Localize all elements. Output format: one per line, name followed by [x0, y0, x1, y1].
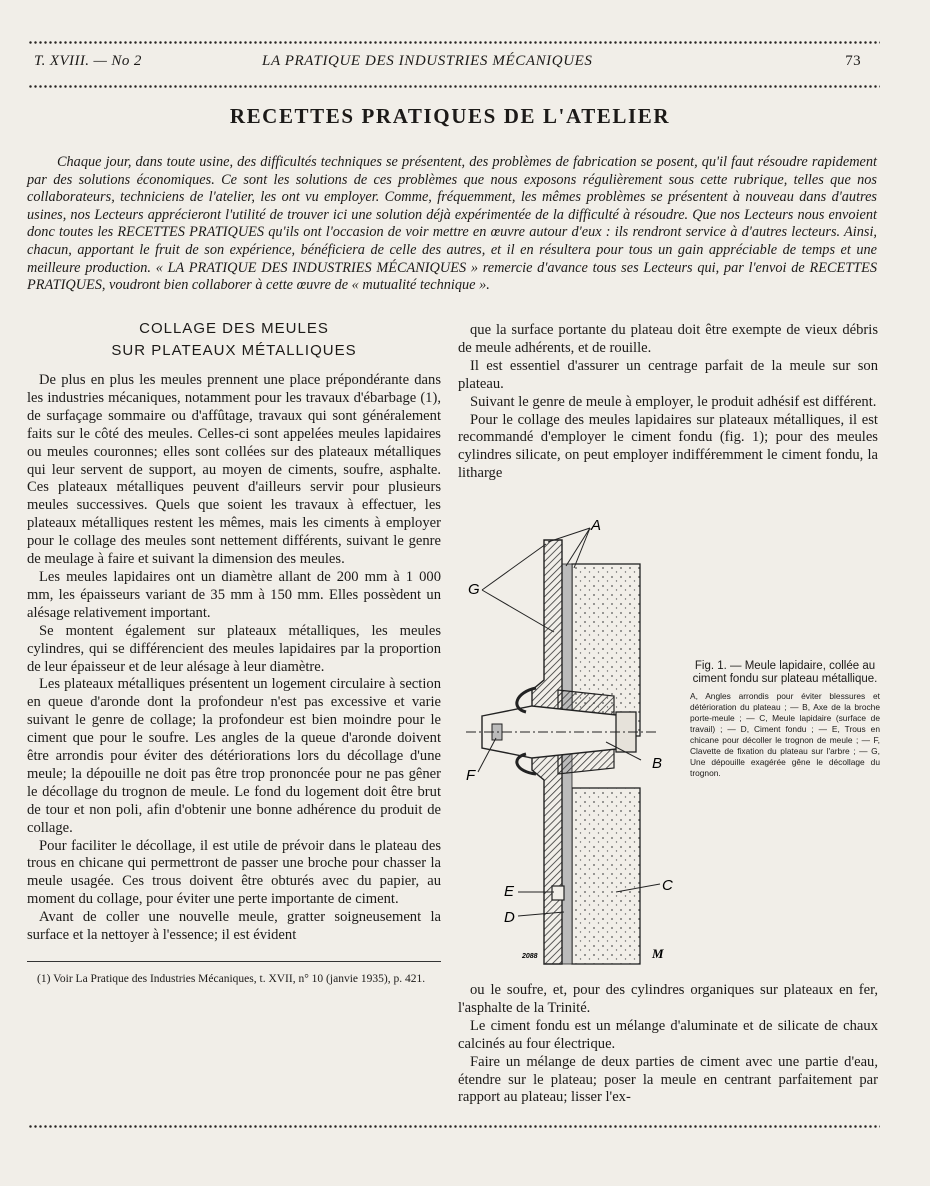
- paragraph: Suivant le genre de meule à employer, le produit adhésif est différent.: [470, 393, 877, 410]
- right-column-top: [458, 322, 878, 483]
- paragraph: Les meules lapidaires ont un diamètre allant de 200 mm à 1 000 mm, les épaisseurs variant de 35 mm à 150 mm. Elles possèdent un alésage relativement important.: [27, 568, 441, 621]
- paragraph: que la surface portante du plateau doit être exempte de vieux débris de meule adhérents, et de rouille.: [458, 322, 878, 356]
- footnote: (1) Voir La Pratique des Industries Mécaniques, t. XVII, n° 10 (janvie 1935), p. 421.: [37, 973, 426, 985]
- paragraph: De plus en plus les meules prennent une place prépondérante dans les industries mécaniques, notamment pour les travaux d'ébarbage (1), de surfaçage sommaire ou d'affûtage, travaux qui sont généralement faits sur le côté des meules. Celles-ci sont appelées meules lapidaires ou meules couronnes; elles sont collées sur des plateaux métalliques qui leur servent de support, au moyen de ciments, soufre, asphalte. Ces plateaux métalliques peuvent d'ailleurs servir pour plusieurs meules successives. Quels que soient les travaux à effectuer, les plateaux métalliques restent les mêmes, mais les ciments à employer pour le collage des meules sont nettement différents, suivant le genre de meulage à faire et suivant la dimension des meules.: [27, 372, 441, 568]
- article-title: [27, 318, 441, 362]
- leader-a: [566, 528, 590, 566]
- bottom-dotted-rule: [28, 1124, 880, 1129]
- paragraph: Les plateaux métalliques présentent un logement circulaire à section en queue d'aronde dont la profondeur n'est pas excessive et varie suivant le genre de collage; la profondeur est bien moindre pour le ciment que pour le soufre. Les angles de la queue d'aronde doivent être arrondis pour éviter des détériorations lors du décollage d'une meule; la dépouille ne doit pas être trop prononcée pour ne pas gêner le décollage du trognon de meule. Le fond du logement doit être brut de tour et non poli, afin d'obtenir une bonne adhérence du produit de collage.: [27, 676, 441, 836]
- paragraph: Avant de coller une nouvelle meule, gratter soigneusement la surface et la nettoyer à l'essence; il est évident: [27, 909, 441, 944]
- page-number: 73: [845, 53, 861, 69]
- figure-caption: [690, 660, 880, 779]
- right-column-bottom: [458, 982, 878, 1107]
- label-g: G: [468, 581, 480, 598]
- caption-legend: A, Angles arrondis pour éviter blessures et détérioration du plateau ; — B, Axe de la broche porte-meule ; — C, Meule lapidaire (surface de travail) ; — D, Ciment fondu ; — E, Trous en chicane pour décoller le trognon de meule ; — F, Clavette de fixation du plateau sur l'arbre ; — G, Une dépouille exagérée gêne le décollage du trognon.: [690, 691, 880, 778]
- running-header: [30, 50, 865, 78]
- leader-g: [482, 544, 546, 590]
- label-e: E: [504, 883, 515, 900]
- header-dotted-rule: [28, 84, 880, 89]
- plate-number: 2088: [522, 953, 538, 960]
- label-f: F: [466, 767, 476, 784]
- section-title: RECETTES PRATIQUES DE L'ATELIER: [229, 104, 671, 128]
- label-a: A: [591, 517, 602, 534]
- left-column: [27, 318, 441, 986]
- paragraph: Le ciment fondu est un mélange d'aluminate et de silicate de chaux calcinés au four électrique.: [458, 1017, 878, 1052]
- leader-a: [548, 528, 590, 542]
- paragraph: Faire un mélange de deux parties de ciment avec une partie d'eau, étendre sur le plateau; poser la meule en centrant parfaitement par rapport au plateau; lisser l'ex-: [458, 1053, 878, 1106]
- footnote-rule: [27, 961, 441, 962]
- chicane-hole: [552, 886, 564, 900]
- top-dotted-rule: [28, 40, 880, 45]
- article-title-line1: COLLAGE DES MEULES: [139, 320, 329, 337]
- engraver-signature: M: [652, 946, 664, 961]
- label-c: C: [662, 877, 673, 894]
- label-b: B: [652, 755, 663, 772]
- section-intro: Chaque jour, dans toute usine, des difficultés techniques se présentent, des problèmes de fabrication se posent, qu'il faut résoudre rapidement par des solutions économiques. Ce sont les solutions de ces problèmes que nous exposons régulièrement sous cette rubrique, telles que nos collaborateurs, techniciens de l'atelier, les ont vu employer. Comme, fréquemment, les mêmes problèmes se présentent à nouveau dans d'autres usines, nos Lecteurs apprécieront l'utilité de trouver ici une solution déjà expérimentée de la difficulté à résoudre. Que nos Lecteurs nous envoient donc toutes les RECETTES PRATIQUES qu'ils ont l'occasion de voir mettre en œuvre autour d'eux : ils rendront service à d'autres lecteurs. Ainsi, chacun, apportant le fruit de son expérience, bénéficiera de celle des autres, et il en résultera pour tous un gain appréciable de temps et une meilleure production. « LA PRATIQUE DES INDUSTRIES MÉCANIQUES » remercie d'avance tous ses Lecteurs qui, par l'envoi de RECETTES PRATIQUES, voudront bien collaborer à cette œuvre de « mutualité technique ».: [27, 154, 877, 294]
- article-title-line2: SUR PLATEAUX MÉTALLIQUES: [111, 342, 357, 359]
- journal-title: LA PRATIQUE DES INDUSTRIES MÉCANIQUES: [262, 53, 593, 69]
- paragraph: Pour faciliter le décollage, il est utile de prévoir dans le plateau des trous en chicane qui permettront de passer une broche pour chasser la meule usagée. Ces trous doivent être obturés avec du papier, au moment du collage, pour éviter une perte importante de ciment.: [27, 837, 441, 908]
- paragraph: Pour le collage des meules lapidaires sur plateaux métalliques, il est recommandé d'employer le ciment fondu (fig. 1); pour des meules cylindres silicate, on peut employer indifféremment le ciment fondu, la litharge: [458, 411, 878, 482]
- leader-g: [482, 590, 554, 632]
- paragraph: ou le soufre, et, pour des cylindres organiques sur plateaux en fer, l'asphalte de la Trinité.: [458, 982, 878, 1016]
- grinding-wheel-lower: [572, 788, 640, 964]
- label-d: D: [504, 909, 515, 926]
- paragraph: Il est essentiel d'assurer un centrage parfait de la meule sur son plateau.: [458, 357, 878, 392]
- paragraph: Se montent également sur plateaux métalliques, les meules cylindres, qui se différencient des meules lapidaires par la proportion de leur épaisseur et de leur alésage à leur diamètre.: [27, 622, 441, 675]
- caption-title: Fig. 1. — Meule lapidaire, collée au ciment fondu sur plateau métallique.: [692, 660, 878, 685]
- volume-number: T. XVIII. — No 2: [34, 53, 142, 69]
- leader-a: [574, 528, 590, 568]
